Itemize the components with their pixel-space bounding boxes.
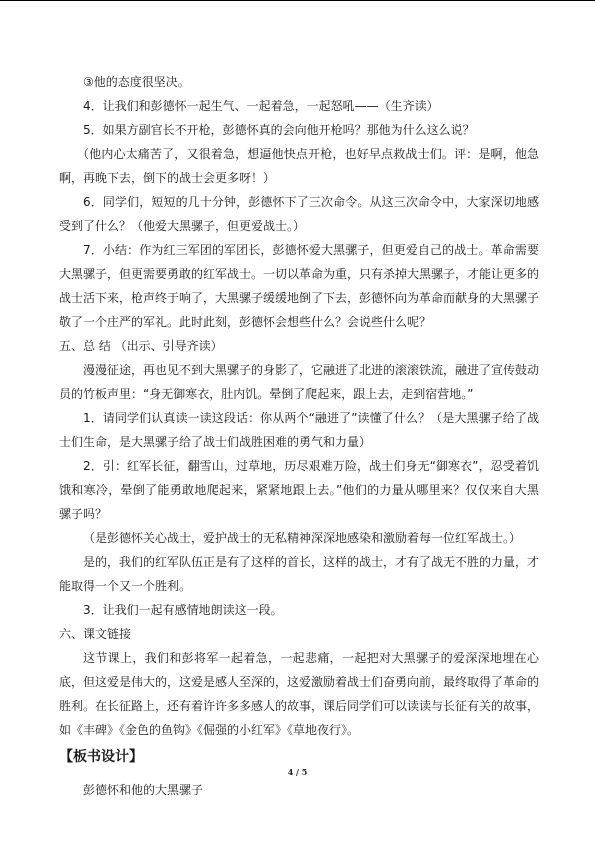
section-title-links: 六、课文链接: [59, 627, 132, 641]
board-design-heading: 【板书设计】: [59, 749, 143, 765]
paragraph: （是彭德怀关心战士，爱护战士的无私精神深深地感染和激励着每一位红军战士。）: [83, 531, 522, 545]
paragraph: ③他的态度很坚决。: [83, 75, 190, 89]
paragraph: 5．如果方副官长不开枪，彭德怀真的会向他开枪吗？那他为什么这么说？: [83, 123, 475, 137]
paragraph: 7．小结：作为红三军团的军团长，彭德怀爱大黑骡子，但更爱自己的战士。革命需要大黑骡子，但更需要勇敢的红军战士。一切以革命为重，只有杀掉大黑骡子，才能让更多的战士活下来，枪声终于响了，大黑骡子缓缓地倒了下去，彭德怀向为革命而献身的大黑骡子敬了一个庄严的军礼。此时此刻，彭德怀会想些什么？会说些什么呢？: [59, 243, 540, 329]
paragraph: 是的，我们的红军队伍正是有了这样的首长，这样的战士，才有了战无不胜的力量，才能取得一个又一个胜利。: [59, 555, 540, 593]
section-title-summary: 五、总 结 （出示、引导齐读）: [59, 339, 223, 353]
document-body: [59, 70, 539, 802]
paragraph: 4．让我们和彭德怀一起生气、一起着急，一起怒吼——（生齐读）: [83, 99, 439, 113]
paragraph: （他内心太痛苦了，又很着急，想逼他快点开枪，也好早点救战士们。评：是啊，他急啊，再晚下去，倒下的战士会更多呀！）: [59, 147, 539, 185]
paragraph: 3．让我们一起有感情地朗读这一段。: [83, 603, 283, 617]
paragraph: 1．请同学们认真读一读这段话：你从两个“融进了”读懂了什么？（是大黑骡子给了战士们生命，是大黑骡子给了战士们战胜困难的勇气和力量）: [59, 411, 539, 449]
paragraph: 漫漫征途，再也见不到大黑骡子的身影了，它融进了北进的滚滚铁流，融进了宣传鼓动员的竹板声里：“身无御寒衣，肚内饥。晕倒了爬起来，跟上去，走到宿营地。”: [59, 363, 540, 401]
page-number: 4 / 5: [287, 767, 308, 777]
paragraph: 2．引：红军长征，翻雪山，过草地，历尽艰难万险，战士们身无“御寒衣”，忍受着饥饿和寒冷，晕倒了能勇敢地爬起来，紧紧地跟上去。”他们的力量从哪里来？仅仅来自大黑骡子吗？: [59, 459, 539, 521]
top-rule: [0, 0, 595, 1]
board-design-title: 彭德怀和他的大黑骡子: [83, 783, 204, 797]
paragraph: 6．同学们，短短的几十分钟，彭德怀下了三次命令。从这三次命令中，大家深切地感受到了什么？（他爱大黑骡子，但更爱战士。）: [59, 195, 539, 233]
paragraph: 这节课上，我们和彭将军一起着急，一起悲痛，一起把对大黑骡子的爱深深地埋在心底，但这爱是伟大的，这爱是感人至深的，这爱激励着战士们奋勇向前，最终取得了革命的胜利。在长征路上，还有着许许多多感人的故事，课后同学们可以读读与长征有关的故事，如《丰碑》《金色的鱼钩》《倔强的小红军》《草地夜行》。: [59, 651, 540, 737]
